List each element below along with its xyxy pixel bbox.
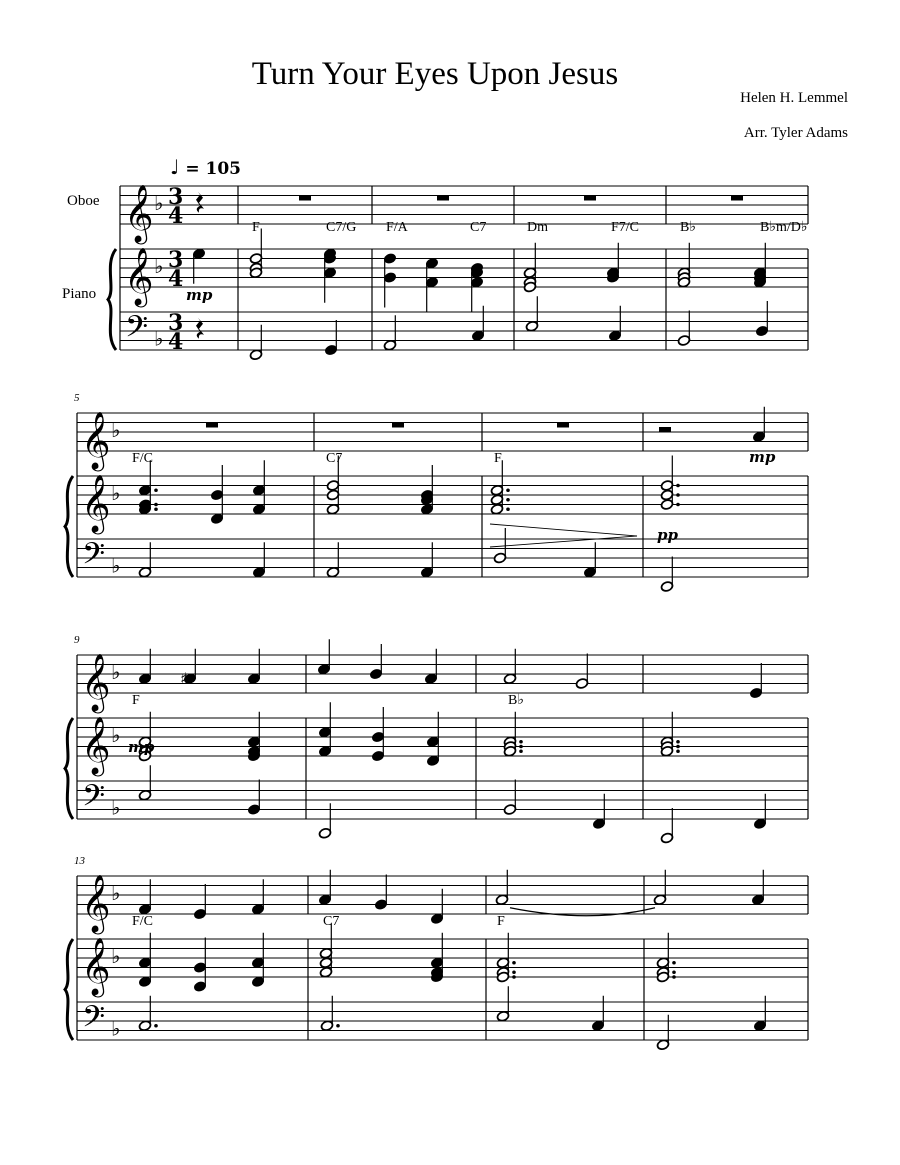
note-head [430, 957, 443, 969]
augmentation-dot [506, 488, 510, 492]
augmentation-dot [676, 503, 680, 507]
treble-clef-icon: 𝄞 [81, 411, 111, 469]
augmentation-dot [512, 961, 516, 965]
chord-symbol: C7 [470, 220, 487, 235]
note-head [525, 320, 538, 332]
chord-symbol: F [132, 693, 140, 708]
note-head [753, 818, 766, 830]
quarter-note-icon: ♩ [170, 155, 180, 179]
note-head [210, 513, 223, 525]
chord-symbol: F [494, 451, 502, 466]
note-head [592, 818, 605, 830]
note-head [371, 731, 384, 743]
decrescendo-hairpin [490, 524, 637, 547]
note-head [326, 480, 339, 492]
note-head [318, 745, 331, 757]
flat-icon: ♭ [111, 881, 121, 905]
note-head [503, 804, 516, 816]
augmentation-dot [676, 745, 680, 749]
note-head [138, 484, 151, 496]
note-head [503, 673, 516, 685]
treble-clef-icon: 𝄞 [81, 874, 111, 932]
brace [65, 939, 73, 1040]
note-head [591, 1020, 604, 1032]
clefs [81, 184, 183, 1042]
note-head [420, 566, 433, 578]
note-head [326, 503, 339, 515]
chord-symbol: F [252, 220, 260, 235]
time-signature-top: 3 [168, 310, 184, 336]
note-head [324, 344, 337, 356]
time-signature-top: 3 [168, 247, 184, 273]
augmentation-dot [154, 503, 158, 507]
note-head [251, 903, 264, 915]
note-head [751, 894, 764, 906]
flat-icon: ♭ [154, 326, 164, 351]
note-head [424, 673, 437, 685]
augmentation-dot [672, 961, 676, 965]
note-head [318, 894, 331, 906]
score-labels [74, 220, 807, 929]
tempo-value: = 105 [185, 159, 242, 179]
time-signature-bottom: 4 [168, 203, 184, 229]
chord-symbol: F/C [132, 914, 154, 929]
dynamic-marking: pp [657, 526, 678, 544]
flat-icon: ♭ [154, 191, 164, 215]
note-head [470, 276, 483, 288]
note-head [326, 566, 339, 578]
augmentation-dot [506, 498, 510, 502]
whole-rest [731, 196, 743, 201]
note-head [608, 330, 621, 342]
bass-clef-icon: 𝄢 [125, 310, 149, 352]
note-head [426, 755, 439, 767]
note-head [656, 957, 669, 969]
note-head [320, 1020, 333, 1032]
augmentation-dot [676, 740, 680, 744]
whole-rest [392, 423, 404, 428]
note-head [374, 899, 387, 911]
augmentation-dot [512, 975, 516, 979]
note-head [523, 267, 536, 279]
augmentation-dot [506, 507, 510, 511]
augmentation-dot [154, 488, 158, 492]
note-head [575, 678, 588, 690]
note-head [496, 1010, 509, 1022]
brace [108, 249, 116, 350]
chord-symbol: B♭ [508, 693, 524, 708]
flat-icon: ♭ [111, 481, 121, 505]
note-head [193, 962, 206, 974]
note-head [323, 267, 336, 279]
chord-symbol: C7/G [326, 220, 357, 235]
augmentation-dot [676, 484, 680, 488]
whole-rest [299, 196, 311, 201]
augmentation-dot [676, 749, 680, 753]
note-head [247, 673, 260, 685]
note-head [318, 827, 331, 839]
note-head [317, 663, 330, 675]
augmentation-dot [676, 493, 680, 497]
treble-clef-icon: 𝄞 [124, 247, 154, 305]
tie [510, 908, 655, 916]
augmentation-dot [519, 749, 523, 753]
arranger-credit: Arr. Tyler Adams [743, 125, 848, 141]
augmentation-dot [519, 745, 523, 749]
treble-clef-icon: 𝄞 [81, 716, 111, 774]
note-head [193, 908, 206, 920]
bass-clef-icon: 𝄢 [82, 1000, 106, 1042]
chord-symbol: F/C [132, 451, 154, 466]
note-head [138, 976, 151, 988]
flat-icon: ♭ [111, 723, 121, 747]
augmentation-dot [154, 1024, 158, 1028]
note-head [471, 330, 484, 342]
note-head [369, 668, 382, 680]
note-head [490, 494, 503, 506]
note-head [138, 1020, 151, 1032]
note-head [252, 503, 265, 515]
chord-symbol: B♭m/D♭ [760, 220, 808, 235]
whole-rest [437, 196, 449, 201]
chord-symbol: F7/C [611, 220, 640, 235]
note-head [138, 566, 151, 578]
note-head [749, 687, 762, 699]
measure-number: 9 [74, 634, 80, 646]
note-head [252, 484, 265, 496]
whole-rest [584, 196, 596, 201]
flat-icon: ♭ [111, 795, 121, 820]
quarter-rest [196, 318, 204, 339]
note-head [430, 913, 443, 925]
note-head [660, 489, 673, 501]
dynamic-marking: mp [128, 738, 155, 756]
augmentation-dot [519, 740, 523, 744]
note-head [677, 335, 690, 347]
note-head [319, 947, 332, 959]
quarter-rest [196, 192, 204, 213]
note-head [755, 325, 768, 337]
bass-clef-icon: 𝄢 [82, 779, 106, 821]
note-head [249, 253, 262, 265]
whole-rest [206, 423, 218, 428]
note-head [371, 750, 384, 762]
augmentation-dot [512, 970, 516, 974]
note-head [753, 1020, 766, 1032]
note-head [752, 431, 765, 443]
time-signature-bottom: 4 [168, 266, 184, 292]
note-head [383, 339, 396, 351]
note-head [247, 804, 260, 816]
measure-number: 13 [74, 855, 85, 867]
time-signature-bottom: 4 [168, 329, 184, 355]
note-head [326, 489, 339, 501]
flat-icon: ♭ [111, 660, 121, 684]
note-head [660, 581, 673, 593]
note-head [138, 957, 151, 969]
note-head [425, 276, 438, 288]
instrument-label-piano: Piano [62, 286, 97, 302]
note-glyphs [138, 192, 768, 1051]
note-head [192, 248, 205, 260]
note-head [251, 957, 264, 969]
flat-icon: ♭ [111, 1016, 121, 1041]
flat-icon: ♭ [111, 944, 121, 968]
note-head [383, 272, 396, 284]
half-rest [659, 427, 671, 432]
note-head [318, 726, 331, 738]
note-head [138, 789, 151, 801]
note-head [660, 499, 673, 511]
measure-number: 5 [74, 392, 80, 404]
chord-symbol: F/A [386, 220, 408, 235]
augmentation-dot [672, 975, 676, 979]
note-head [583, 566, 596, 578]
treble-clef-icon: 𝄞 [81, 653, 111, 711]
chord-symbol: C7 [326, 451, 343, 466]
time-signature-top: 3 [168, 184, 184, 210]
note-head [653, 894, 666, 906]
note-head [495, 894, 508, 906]
note-head [660, 480, 673, 492]
brace [65, 718, 73, 819]
flat-icon: ♭ [154, 254, 164, 278]
note-head [490, 484, 503, 496]
chord-symbol: C7 [323, 914, 340, 929]
note-head [490, 503, 503, 515]
composer-credit: Helen H. Lemmel [740, 90, 848, 106]
note-head [496, 957, 509, 969]
instrument-label-oboe: Oboe [67, 193, 100, 209]
flat-icon: ♭ [111, 418, 121, 442]
treble-clef-icon: 𝄞 [81, 937, 111, 995]
dynamic-marking: mp [749, 448, 776, 466]
note-head [493, 552, 506, 564]
sharp-icon: ♯ [180, 668, 188, 688]
augmentation-dot [336, 1024, 340, 1028]
augmentation-dot [154, 507, 158, 511]
chord-symbol: Dm [527, 220, 548, 235]
note-head [252, 566, 265, 578]
note-head [383, 253, 396, 265]
note-head [426, 736, 439, 748]
chord-symbol: F [497, 914, 505, 929]
note-head [656, 1039, 669, 1051]
note-head [247, 736, 260, 748]
augmentation-dot [672, 970, 676, 974]
note-head [251, 976, 264, 988]
note-head [138, 673, 151, 685]
note-head [210, 489, 223, 501]
note-head [249, 349, 262, 361]
note-head [319, 966, 332, 978]
chord-symbol: B♭ [680, 220, 696, 235]
treble-clef-icon: 𝄞 [124, 184, 154, 242]
dynamic-marking: mp [186, 286, 213, 304]
treble-clef-icon: 𝄞 [81, 474, 111, 532]
bass-clef-icon: 𝄢 [82, 537, 106, 579]
note-head [420, 503, 433, 515]
note-head [193, 981, 206, 993]
flat-icon: ♭ [111, 553, 121, 578]
note-head [319, 957, 332, 969]
note-head [660, 832, 673, 844]
note-head [425, 257, 438, 269]
score-title: Turn Your Eyes Upon Jesus [251, 56, 619, 92]
whole-rest [557, 423, 569, 428]
brace [65, 476, 73, 577]
